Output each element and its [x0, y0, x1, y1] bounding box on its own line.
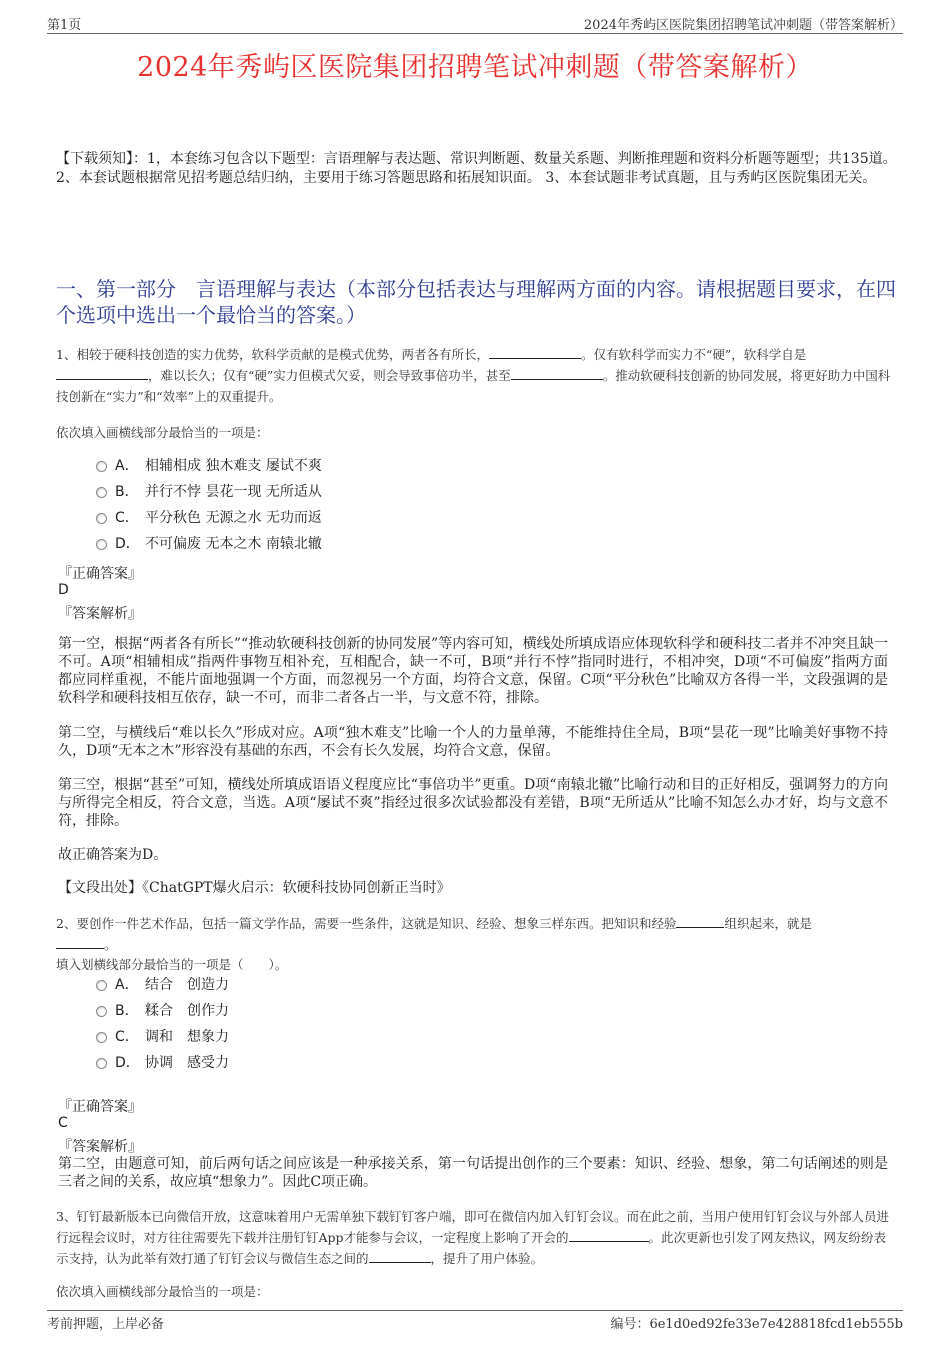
radio-icon[interactable]: [96, 1032, 107, 1043]
q2-option-c[interactable]: C． 调和 想象力: [96, 1027, 229, 1047]
q1-analysis-label: 『答案解析』: [58, 606, 142, 622]
section-heading: 一、第一部分 言语理解与表达（本部分包括表达与理解两方面的内容。请根据题目要求，在四个选项中选出一个最恰当的答案。）: [56, 277, 896, 327]
footer-doc-id: 编号：6e1d0ed92fe33e7e428818fcd1eb555b: [610, 1317, 903, 1332]
question-1-text: 1、相较于硬科技创造的实力优势，软科学贡献的是模式优势，两者各有所长， 。仅有软科学而实力不“硬”，软科学自是，难以长久；仅有“硬”实力但模式欠妥，则会导致事倍功半，甚至 。推动软硬科技创新的协同发展，将更好助力中国科技创新在“实力”和“效率”上的双重提升。: [56, 347, 891, 404]
radio-icon[interactable]: [96, 539, 107, 550]
fill-blank: [676, 915, 724, 928]
page-number: 第1页: [47, 18, 82, 33]
download-notice: 【下载须知】：1，本套练习包含以下题型：言语理解与表达题、常识判断题、数量关系题、判断推理题和资料分析题等题型；共135道。 2、本套试题根据常见招考题总结归纳，主要用于练习答题思路和拓展知识面。 3、本套试题非考试真题，且与秀屿区医院集团无关。: [56, 151, 897, 186]
fill-blank: [569, 1229, 649, 1242]
q2-option-b[interactable]: B． 糅合 创作力: [96, 1001, 229, 1021]
fill-blank: [511, 367, 603, 380]
q1-option-d[interactable]: D． 不可偏废 无本之木 南辕北辙: [96, 534, 322, 554]
q1-option-b[interactable]: B． 并行不悖 昙花一现 无所适从: [96, 482, 322, 502]
question-2-text: 2、要创作一件艺术作品，包括一篇文学作品，需要一些条件，这就是知识、经验、想象三样东西。把知识和经验 组织起来，就是 。: [56, 916, 812, 952]
q1-analysis-conclusion: 故正确答案为D。: [58, 847, 168, 863]
radio-icon[interactable]: [96, 461, 107, 472]
q1-source: 【文段出处】《ChatGPT爆火启示：软硬科技协同创新正当时》: [58, 880, 451, 896]
q1-answer: D: [58, 582, 69, 598]
header-divider: [47, 33, 903, 34]
q2-analysis-label: 『答案解析』: [58, 1139, 142, 1155]
fill-blank: [56, 367, 148, 380]
document-title: 2024年秀屿区医院集团招聘笔试冲刺题（带答案解析）: [137, 52, 813, 83]
q1-correct-label: 『正确答案』: [58, 566, 142, 582]
radio-icon[interactable]: [96, 1006, 107, 1017]
q1-analysis-para-3: 第三空，根据“甚至”可知，横线处所填成语语义程度应比“事倍功半”更重。D项“南辕北辙”比喻行动和目的正好相反，强调努力的方向与所得完全相反，符合文意，当选。A项“屡试不爽”指经过很多次试验都没有差错，B项“无所适从”比喻不知怎么办才好，均与文意不符，排除。: [58, 777, 888, 829]
q2-option-a[interactable]: A． 结合 创造力: [96, 975, 229, 995]
q2-answer: C: [58, 1115, 68, 1131]
q1-analysis-para-2: 第二空，与横线后“难以长久”形成对应。A项“独木难支”比喻一个人的力量单薄，不能维持住全局，B项“昙花一现”比喻美好事物不持久，D项“无本之木”形容没有基础的东西，不会有长久发展，均符合文意，保留。: [58, 725, 888, 759]
radio-icon[interactable]: [96, 1058, 107, 1069]
question-2-prompt: 填入划横线部分最恰当的一项是（ ）。: [56, 957, 288, 972]
fill-blank: [489, 346, 581, 359]
q1-option-c[interactable]: C． 平分秋色 无源之水 无功而返: [96, 508, 322, 528]
radio-icon[interactable]: [96, 980, 107, 991]
running-header-title: 2024年秀屿区医院集团招聘笔试冲刺题（带答案解析）: [583, 18, 903, 33]
footer-divider: [47, 1310, 903, 1311]
q2-analysis: 第二空，由题意可知，前后两句话之间应该是一种承接关系，第一句话提出创作的三个要素：知识、经验、想象，第二句话阐述的则是三者之间的关系，故应填“想象力”。因此C项正确。: [58, 1156, 888, 1190]
q2-correct-label: 『正确答案』: [58, 1099, 142, 1115]
question-3-text: 3、钉钉最新版本已向微信开放，这意味着用户无需单独下载钉钉客户端，即可在微信内加入钉钉会议。而在此之前，当用户使用钉钉会议与外部人员进行远程会议时，对方往往需要先下载并注册钉钉App才能参与会议，一定程度上影响了开会的 。此次更新也引发了网友热议，网友纷纷表示支持，认为此举有效打通了钉钉会议与微信生态之间的 ，提升了用户体验。: [56, 1209, 889, 1266]
radio-icon[interactable]: [96, 487, 107, 498]
fill-blank: [369, 1250, 431, 1263]
q2-option-d[interactable]: D． 协调 感受力: [96, 1053, 229, 1073]
radio-icon[interactable]: [96, 513, 107, 524]
q1-option-a[interactable]: A． 相辅相成 独木难支 屡试不爽: [96, 456, 322, 476]
question-3-prompt: 依次填入画横线部分最恰当的一项是：: [56, 1284, 269, 1299]
footer-slogan: 考前押题，上岸必备: [47, 1317, 165, 1332]
q1-analysis-para-1: 第一空，根据“两者各有所长”“推动软硬科技创新的协同发展”等内容可知，横线处所填成语应体现软科学和硬科技二者并不冲突且缺一不可。A项“相辅相成”指两件事物互相补充，互相配合，缺一不可，B项“并行不悖”指同时进行，不相冲突，D项“不可偏废”指两方面都应同样重视，不能片面地强调一个方面，而忽视另一个方面，均符合文意，保留。C项“平分秋色”比喻双方各得一半，文段强调的是软科学和硬科技相互依存，缺一不可，而非二者各占一半，与文意不符，排除。: [58, 636, 888, 706]
fill-blank: [56, 936, 104, 949]
question-1-prompt: 依次填入画横线部分最恰当的一项是：: [56, 425, 269, 440]
